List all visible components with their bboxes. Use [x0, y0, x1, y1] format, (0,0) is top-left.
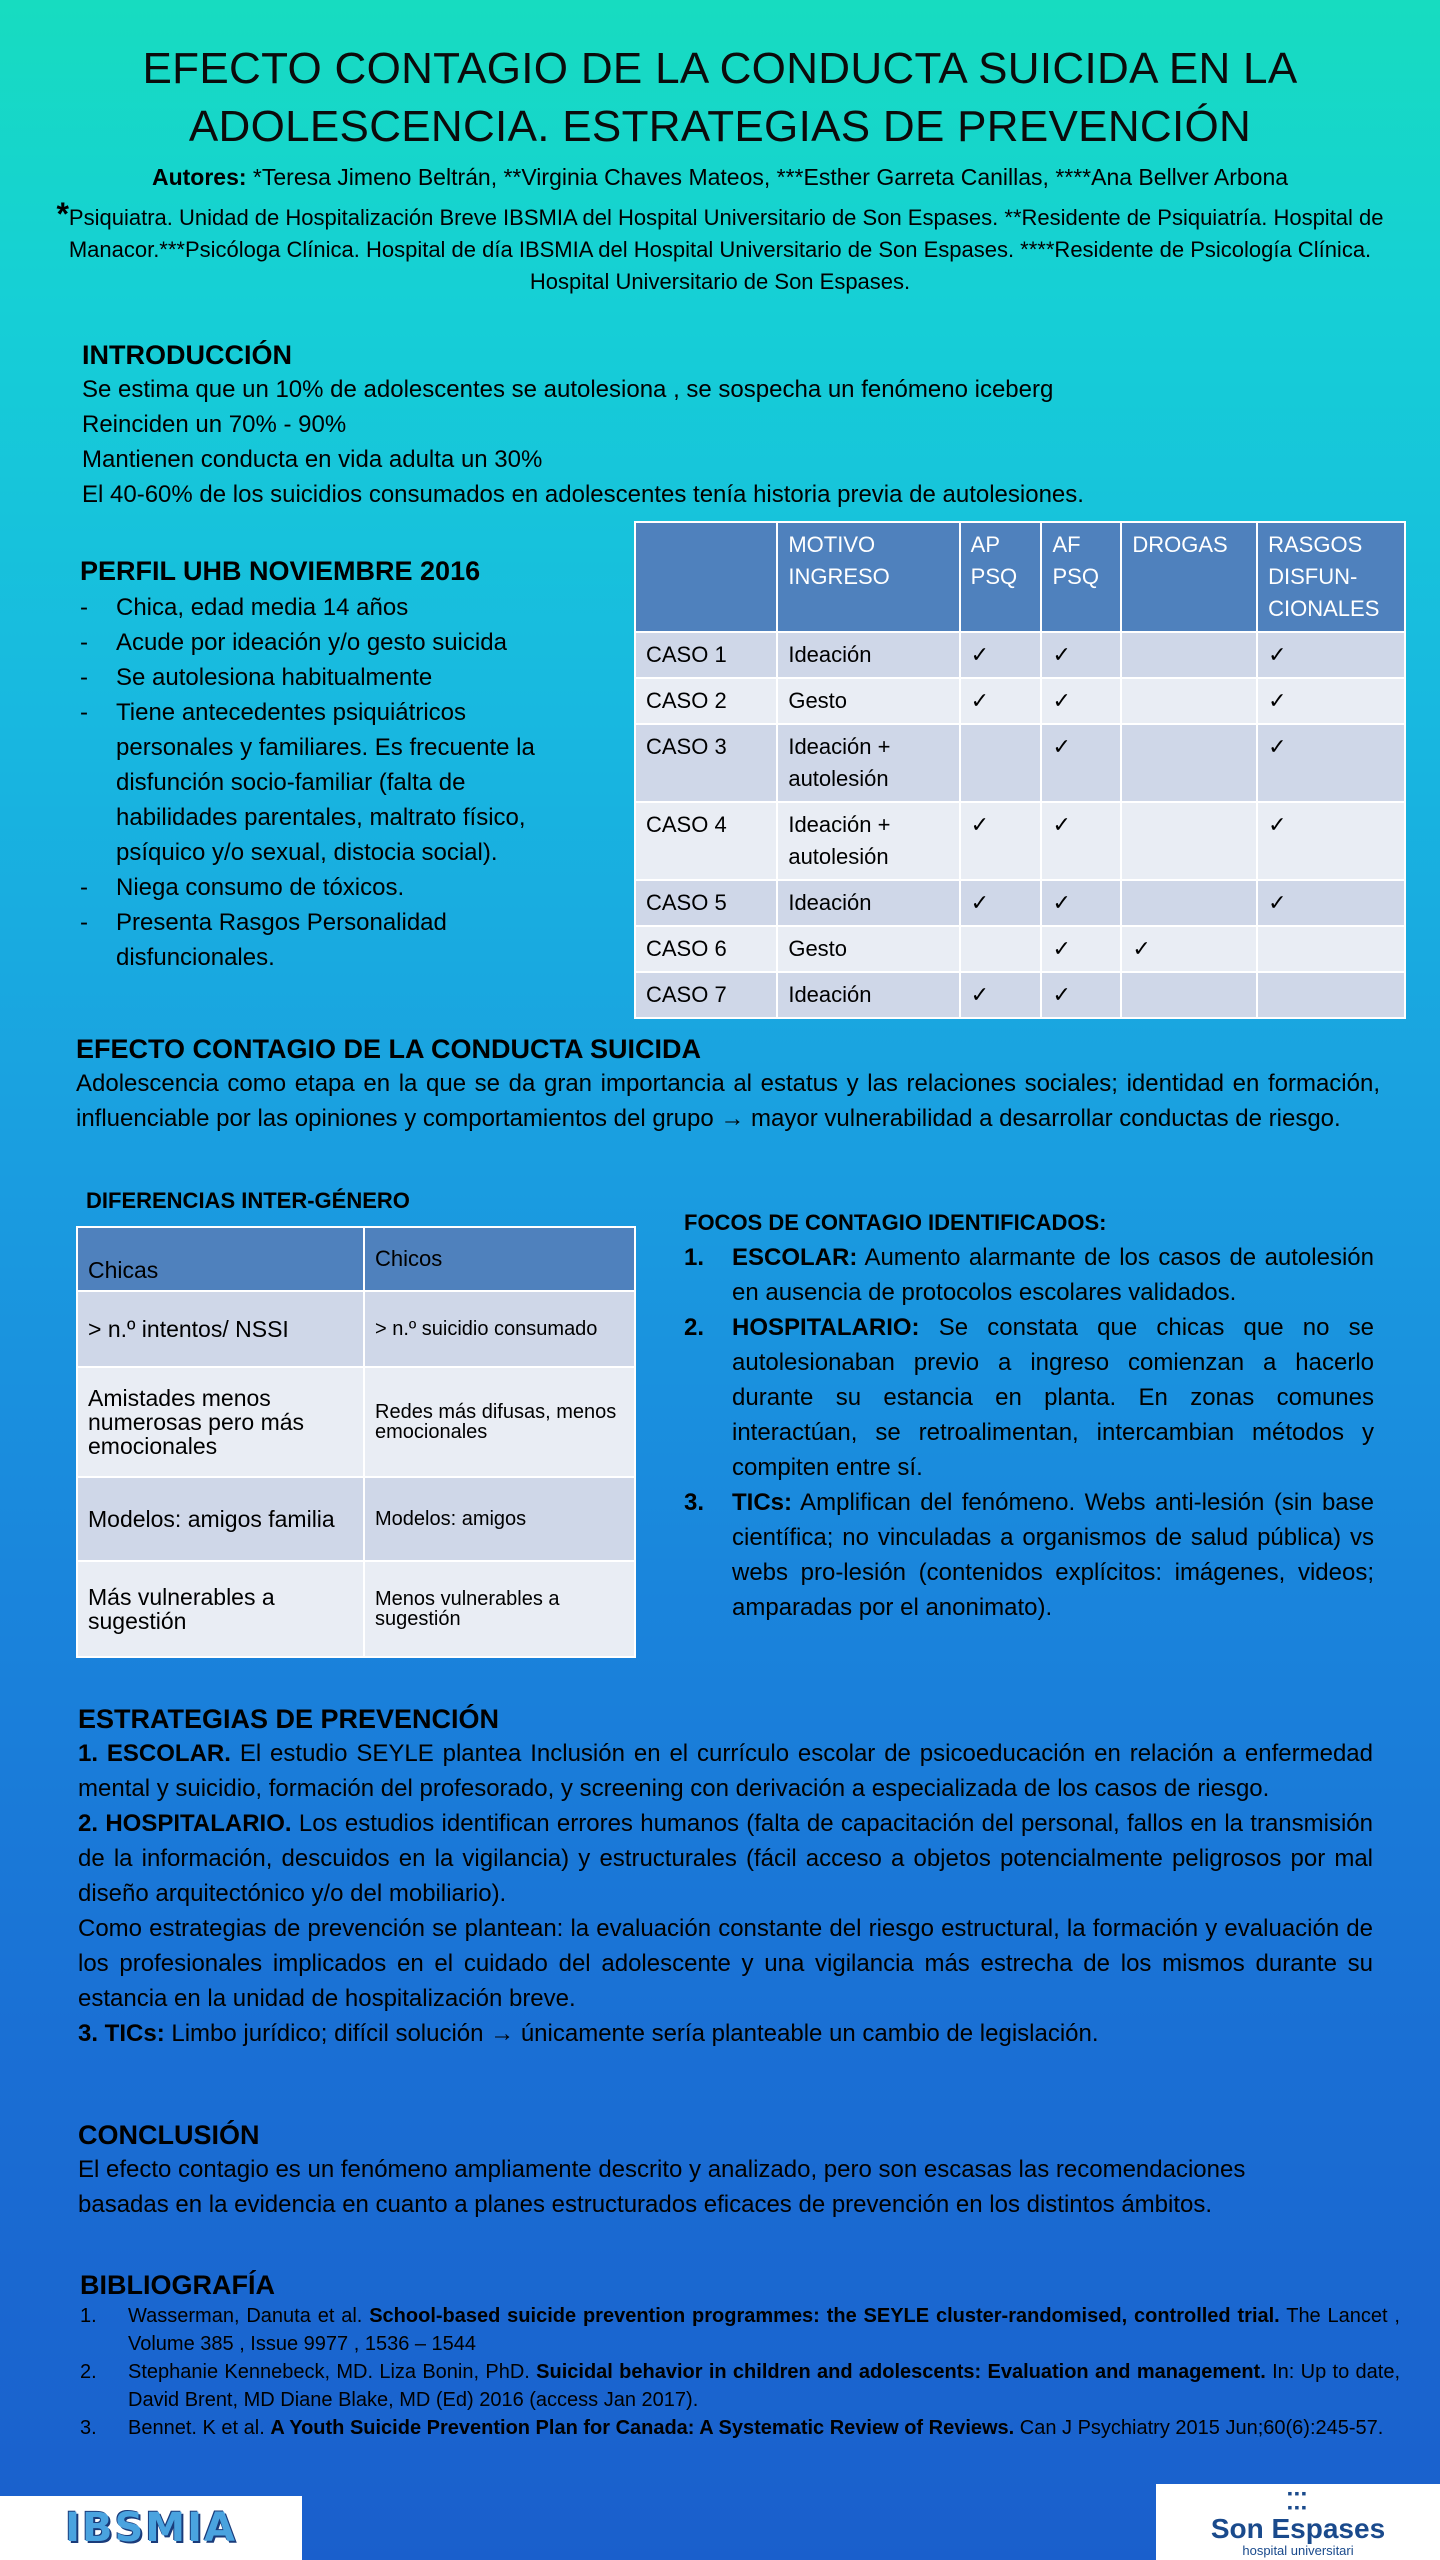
cases-header-cell: AF PSQ — [1041, 522, 1121, 632]
estrategias-escolar — [78, 1736, 1373, 1806]
table-cell — [1121, 678, 1257, 724]
intro-line-1: Se estima que un 10% de adolescentes se autolesiona , se sospecha un fenómeno iceberg — [82, 376, 1054, 403]
table-cell: Ideación + autolesión — [777, 724, 959, 802]
biblio-post: The Lancet , Volume 385 , Issue 9977 , 1536 – 1544 — [128, 2305, 1400, 2355]
table-cell: Modelos: amigos familia — [77, 1477, 364, 1561]
estrategias-hospitalario-text: Los estudios identifican errores humanos (falta de capacitación del personal, fallos en la transmisión de la información, descuidos en la vigilancia) y estructurales (fácil acceso a objetos potencialmente peligrosos por mal diseño arquitectónico y/o del mobiliario). — [78, 1810, 1374, 1907]
estrategias-heading: ESTRATEGIAS DE PREVENCIÓN — [78, 1704, 500, 1734]
table-cell — [960, 724, 1042, 802]
gender-header-row — [77, 1227, 635, 1291]
focos-num: 2. — [684, 1314, 705, 1341]
table-cell: ✓ — [1121, 926, 1257, 972]
son-espases-logo — [1156, 2484, 1440, 2560]
table-row — [77, 1367, 635, 1477]
table-row — [635, 632, 1405, 678]
focos-num: 3. — [684, 1489, 705, 1516]
table-row — [635, 972, 1405, 1018]
contagio-heading: EFECTO CONTAGIO DE LA CONDUCTA SUICIDA — [76, 1034, 701, 1064]
table-cell — [1121, 632, 1257, 678]
table-cell — [1121, 880, 1257, 926]
affiliations — [40, 198, 1400, 298]
cases-table — [634, 521, 1406, 1019]
table-row — [635, 926, 1405, 972]
estrategias-hospitalario-label: 2. HOSPITALARIO. — [78, 1810, 292, 1837]
son-espases-logo-name: Son Espases — [1210, 2513, 1386, 2544]
perfil-item: - Niega consumo de tóxicos. — [80, 870, 590, 905]
table-cell: CASO 2 — [635, 678, 777, 724]
table-cell: Redes más difusas, menos emocionales — [364, 1367, 635, 1477]
estrategias-tics-text: Limbo jurídico; difícil solución → únicamente sería planteable un cambio de legislación. — [164, 2020, 1099, 2047]
biblio-pre: Stephanie Kennebeck, MD. Liza Bonin, PhD. — [128, 2361, 537, 2383]
focos-text: Se constata que chicas que no se autolesionaban previo a ingreso comienzan a hacerlo durante su estancia en planta. En zonas comunes interactúan, se retroalimentan, intercambian métodos y compiten entre sí. — [732, 1314, 1374, 1481]
cases-header-cell — [635, 522, 777, 632]
bibliografia-title: BIBLIOGRAFÍA — [80, 2270, 275, 2300]
table-cell: CASO 4 — [635, 802, 777, 880]
perfil-section — [80, 554, 590, 975]
table-cell — [1121, 972, 1257, 1018]
estrategias-tics-label: 3. TICs: — [78, 2020, 165, 2047]
table-cell — [1257, 972, 1405, 1018]
estrategias-tics — [78, 2016, 1373, 2051]
ibsmia-logo — [0, 2496, 302, 2560]
bibliografia-list — [80, 2302, 1400, 2442]
table-row — [77, 1477, 635, 1561]
contagio-text: Adolescencia como etapa en la que se da gran importancia al estatus y las relaciones sociales; identidad en formación, influenciable por las opiniones y comportamientos del grupo → mayor vulnerabilidad a desarrollar conductas de riesgo. — [76, 1070, 1380, 1132]
table-cell: ✓ — [1041, 678, 1121, 724]
conclusion-heading: CONCLUSIÓN — [78, 2120, 260, 2150]
biblio-num: 2. — [80, 2361, 97, 2383]
perfil-item: - Acude por ideación y/o gesto suicida — [80, 625, 590, 660]
table-cell: Menos vulnerables a sugestión — [364, 1561, 635, 1657]
conclusion-text: El efecto contagio es un fenómeno ampliamente descrito y analizado, pero son escasas las recomendaciones basadas en la evidencia en cuanto a planes estructurados eficaces de prevención en los distintos ámbitos. — [78, 2156, 1246, 2218]
table-cell: CASO 7 — [635, 972, 777, 1018]
table-cell: ✓ — [960, 972, 1042, 1018]
estrategias-planteamiento: Como estrategias de prevención se plantean: la evaluación constante del riesgo estructural, la formación y evaluación de los profesionales implicados en el cuidado del adolescente y una vigilancia más estrecha de los mismos durante su estancia en la unidad de hospitalización breve. — [78, 1915, 1373, 2012]
biblio-post: Can J Psychiatry 2015 Jun;60(6):245-57. — [1014, 2417, 1384, 2439]
table-cell — [960, 926, 1042, 972]
table-cell: CASO 1 — [635, 632, 777, 678]
table-cell — [1257, 926, 1405, 972]
table-cell: Ideación — [777, 972, 959, 1018]
title-line-1: EFECTO CONTAGIO DE LA CONDUCTA SUICIDA EN LA — [142, 44, 1298, 93]
table-row — [635, 678, 1405, 724]
perfil-item: - Presenta Rasgos Personalidad disfuncionales. — [80, 905, 590, 975]
table-cell: Más vulnerables a sugestión — [77, 1561, 364, 1657]
bibliografia-heading — [80, 2268, 275, 2302]
perfil-item: - Chica, edad media 14 años — [80, 590, 590, 625]
table-cell: Amistades menos numerosas pero más emocionales — [77, 1367, 364, 1477]
perfil-heading: PERFIL UHB NOVIEMBRE 2016 — [80, 556, 481, 586]
estrategias-escolar-label: 1. ESCOLAR. — [78, 1740, 231, 1767]
focos-text: Aumento alarmante de los casos de autolesión en ausencia de protocolos escolares validados. — [732, 1244, 1374, 1306]
authors — [40, 162, 1400, 192]
table-cell: ✓ — [1257, 678, 1405, 724]
poster-title — [60, 40, 1380, 156]
contagio-section — [76, 1032, 1380, 1136]
intro-heading: INTRODUCCIÓN — [82, 340, 292, 370]
cases-header-cell: MOTIVO INGRESO — [777, 522, 959, 632]
bibliografia-item — [80, 2414, 1400, 2442]
table-cell: > n.º suicidio consumado — [364, 1291, 635, 1367]
biblio-bold: A Youth Suicide Prevention Plan for Canada: A Systematic Review of Reviews. — [270, 2417, 1015, 2439]
focos-label: TICs: — [732, 1489, 792, 1516]
diferencias-heading: DIFERENCIAS INTER-GÉNERO — [86, 1188, 410, 1213]
focos-item — [684, 1485, 1374, 1625]
intro-line-2: Reinciden un 70% - 90% — [82, 411, 347, 438]
table-row — [77, 1291, 635, 1367]
biblio-pre: Bennet. K et al. — [128, 2417, 271, 2439]
table-cell: Ideación — [777, 632, 959, 678]
table-cell: Modelos: amigos — [364, 1477, 635, 1561]
focos-item — [684, 1240, 1374, 1310]
table-cell: Ideación + autolesión — [777, 802, 959, 880]
table-cell: ✓ — [1041, 632, 1121, 678]
estrategias-section — [78, 1702, 1373, 2051]
son-espases-logo-sub: hospital universitari — [1242, 2543, 1354, 2558]
table-row — [635, 724, 1405, 802]
table-cell: ✓ — [1257, 880, 1405, 926]
table-cell: ✓ — [960, 678, 1042, 724]
biblio-num: 1. — [80, 2305, 97, 2327]
biblio-bold: School-based suicide prevention programmes: the SEYLE cluster-randomised, controlled trial. — [369, 2305, 1280, 2327]
estrategias-hospitalario — [78, 1806, 1373, 1911]
table-cell — [1121, 802, 1257, 880]
authors-label: Autores: — [151, 164, 247, 190]
intro-section — [82, 338, 1382, 512]
bibliografia-item — [80, 2302, 1400, 2358]
table-cell: ✓ — [1041, 802, 1121, 880]
perfil-list — [80, 590, 590, 975]
affiliation-star: * — [56, 196, 69, 232]
table-cell: ✓ — [960, 632, 1042, 678]
biblio-post: In: Up to date, David Brent, MD Diane Blake, MD (Ed) 2016 (access Jan 2017). — [128, 2361, 1401, 2411]
gender-header-cell: Chicos — [364, 1227, 635, 1291]
cases-header-cell: AP PSQ — [960, 522, 1042, 632]
gender-header-cell: Chicas — [77, 1227, 364, 1291]
table-cell: > n.º intentos/ NSSI — [77, 1291, 364, 1367]
table-row — [77, 1561, 635, 1657]
table-cell: Gesto — [777, 926, 959, 972]
son-espases-logo-icon: ▪▪▪ ▪▪▪ — [1287, 2485, 1309, 2515]
focos-text: Amplifican del fenómeno. Webs anti-lesión (sin base científica; no vinculadas a organismos de salud pública) vs webs pro-lesión (contenidos explícitos: imágenes, videos; amparadas por el anonimato). — [732, 1489, 1374, 1621]
perfil-item: - Se autolesiona habitualmente — [80, 660, 590, 695]
bibliografia-item — [80, 2358, 1400, 2414]
authors-text: *Teresa Jimeno Beltrán, **Virginia Chaves Mateos, ***Esther Garreta Canillas, ****Ana Bellver Arbona — [252, 164, 1289, 190]
table-cell: Gesto — [777, 678, 959, 724]
table-row — [635, 880, 1405, 926]
estrategias-escolar-text: El estudio SEYLE plantea Inclusión en el currículo escolar de psicoeducación en relación a enfermedad mental y suicidio, formación del profesorado, y screening con derivación a especializada de los casos de riesgo. — [78, 1740, 1373, 1802]
title-line-2: ADOLESCENCIA. ESTRATEGIAS DE PREVENCIÓN — [188, 102, 1252, 151]
perfil-item: - Tiene antecedentes psiquiátricos personales y familiares. Es frecuente la disfunción socio-familiar (falta de habilidades parentales, maltrato físico, psíquico y/o sexual, distocia social). — [80, 695, 590, 870]
affiliation-text: Psiquiatra. Unidad de Hospitalización Breve IBSMIA del Hospital Universitario de Son Espases. **Residente de Psiquiatría. Hospital de Manacor.***Psicóloga Clínica. Hospital de día IBSMIA del Hospital Universitario de Son Espases. ****Residente de Psicología Clínica. Hospital Universitario de Son Espases. — [68, 205, 1384, 294]
focos-list — [684, 1240, 1374, 1625]
conclusion-section — [78, 2118, 1348, 2222]
cases-header-cell: RASGOS DISFUN-CIONALES — [1257, 522, 1405, 632]
table-cell: ✓ — [1041, 926, 1121, 972]
focos-item — [684, 1310, 1374, 1485]
biblio-num: 3. — [80, 2417, 97, 2439]
table-cell: CASO 5 — [635, 880, 777, 926]
gender-table — [76, 1226, 636, 1658]
table-cell: CASO 6 — [635, 926, 777, 972]
biblio-pre: Wasserman, Danuta et al. — [128, 2305, 370, 2327]
focos-heading: FOCOS DE CONTAGIO IDENTIFICADOS: — [684, 1210, 1107, 1235]
cases-header-row — [635, 522, 1405, 632]
intro-line-4: El 40-60% de los suicidios consumados en adolescentes tenía historia previa de autolesiones. — [82, 481, 1084, 508]
focos-num: 1. — [684, 1244, 705, 1271]
table-cell: CASO 3 — [635, 724, 777, 802]
focos-section — [684, 1208, 1374, 1625]
table-row — [635, 802, 1405, 880]
focos-label: HOSPITALARIO: — [732, 1314, 920, 1341]
table-cell: Ideación — [777, 880, 959, 926]
table-cell: ✓ — [1041, 724, 1121, 802]
table-cell: ✓ — [1257, 802, 1405, 880]
table-cell — [1121, 724, 1257, 802]
table-cell: ✓ — [1041, 880, 1121, 926]
biblio-bold: Suicidal behavior in children and adolescents: Evaluation and management. — [536, 2361, 1266, 2383]
cases-header-cell: DROGAS — [1121, 522, 1257, 632]
ibsmia-logo-text: IBSMIA — [65, 2505, 237, 2551]
table-cell: ✓ — [1257, 724, 1405, 802]
table-cell: ✓ — [960, 880, 1042, 926]
table-cell: ✓ — [1257, 632, 1405, 678]
intro-line-3: Mantienen conducta en vida adulta un 30% — [82, 446, 543, 473]
table-cell: ✓ — [960, 802, 1042, 880]
table-cell: ✓ — [1041, 972, 1121, 1018]
focos-label: ESCOLAR: — [732, 1244, 858, 1271]
